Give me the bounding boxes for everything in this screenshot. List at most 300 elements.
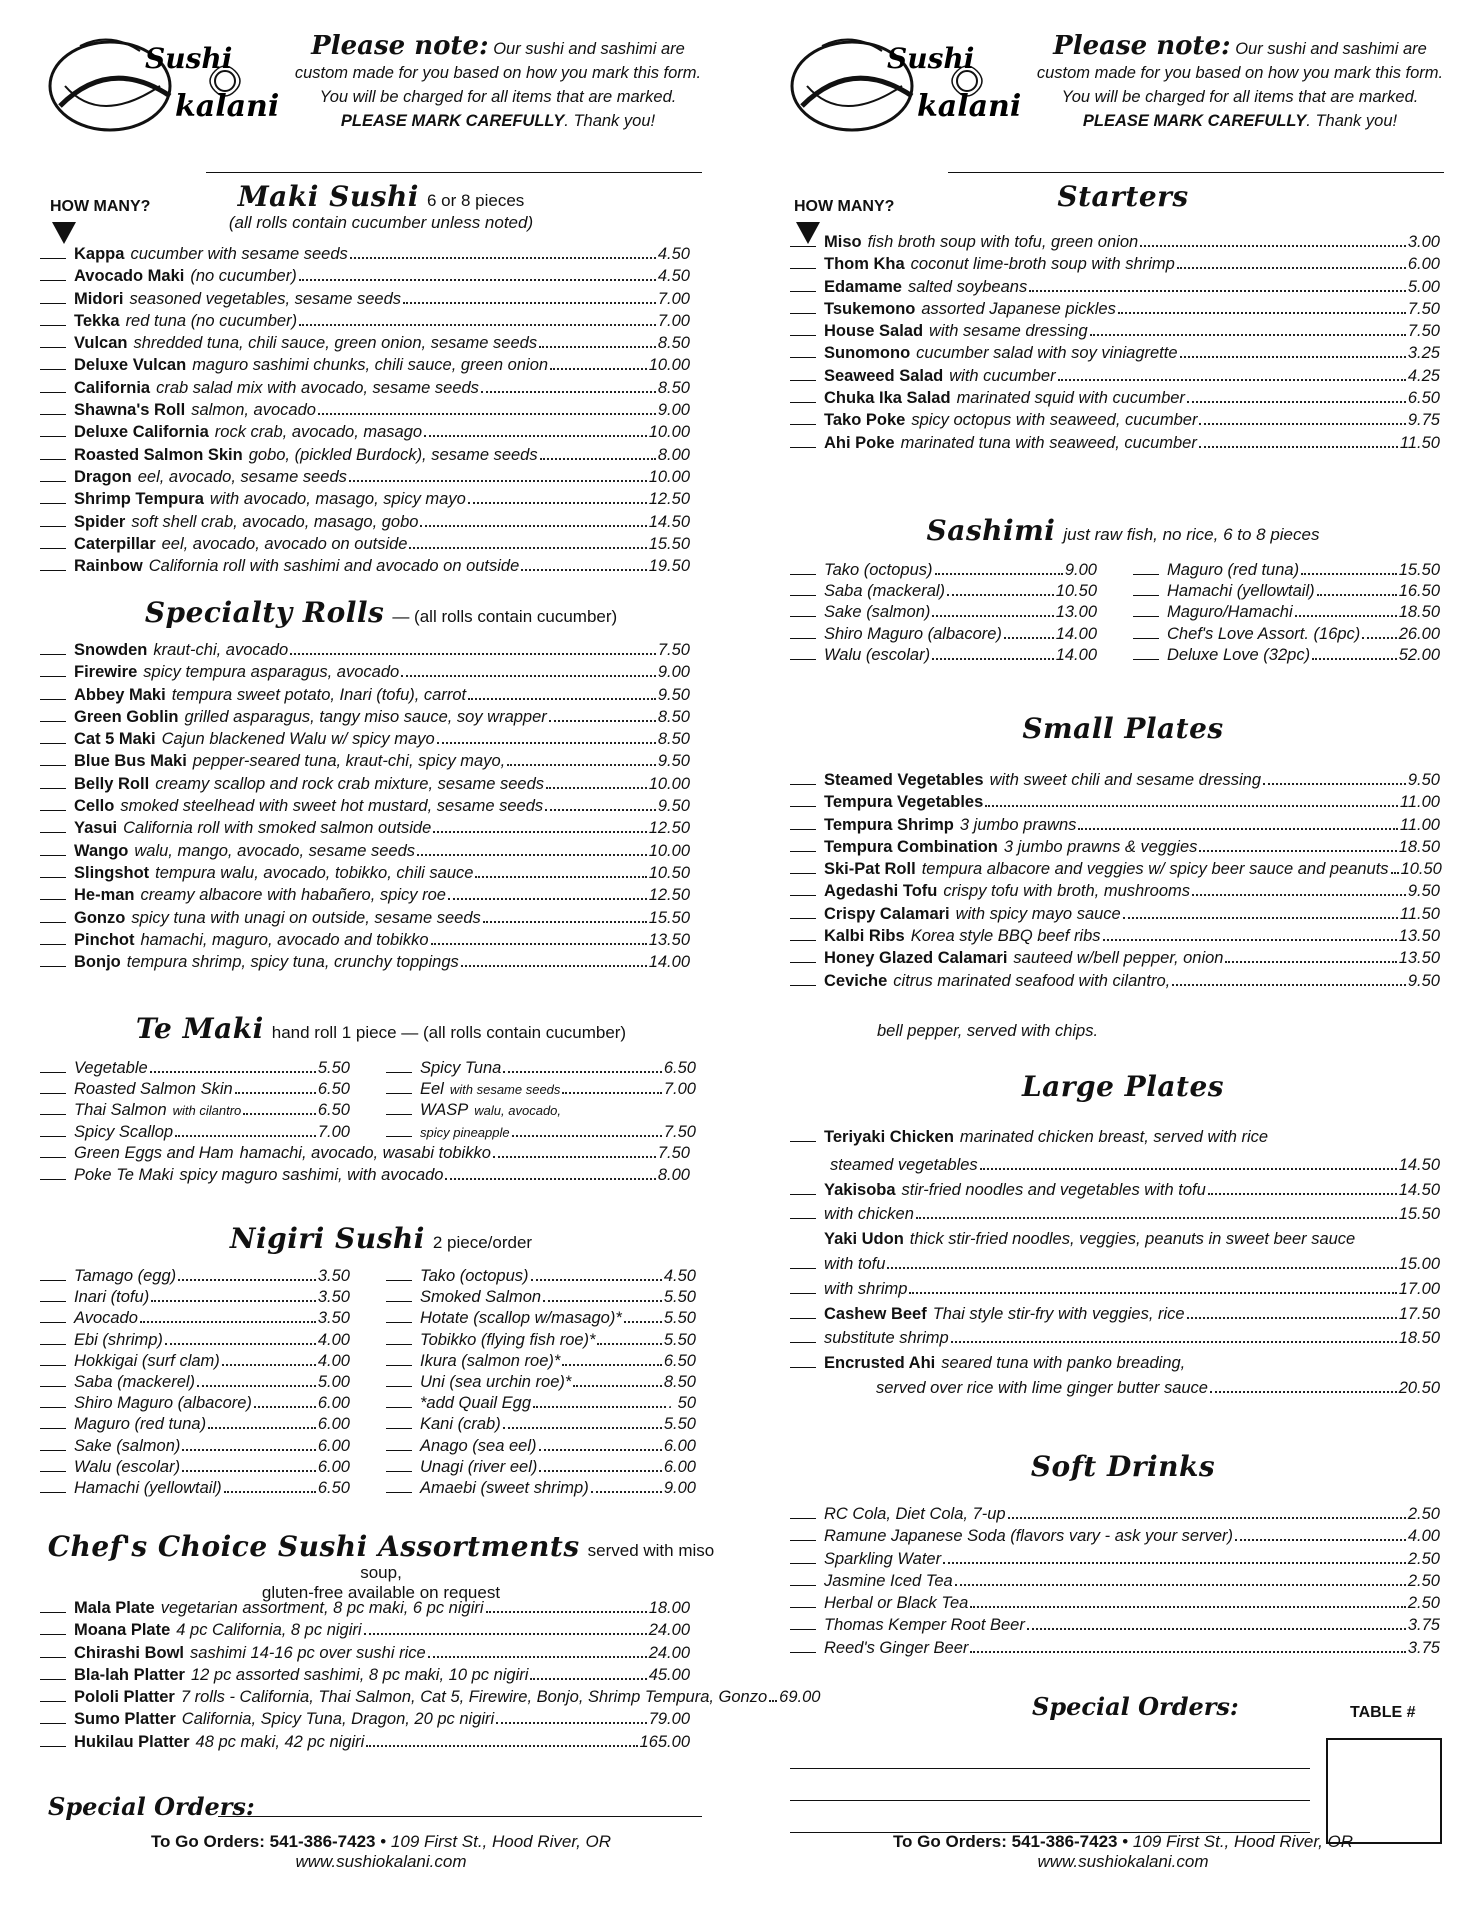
item-price: 15.50 bbox=[648, 534, 690, 553]
quantity-blank[interactable] bbox=[790, 232, 816, 247]
quantity-blank[interactable] bbox=[386, 1478, 412, 1493]
item-price: 15.50 bbox=[648, 908, 690, 927]
item-name: Wango bbox=[74, 841, 129, 860]
leader-dots bbox=[970, 1593, 1406, 1608]
leader-dots bbox=[165, 1330, 316, 1345]
quantity-blank[interactable] bbox=[40, 1457, 66, 1472]
quantity-blank[interactable] bbox=[790, 433, 816, 448]
quantity-blank[interactable] bbox=[40, 1436, 66, 1451]
leader-dots bbox=[475, 863, 646, 878]
leader-dots bbox=[299, 311, 656, 326]
quantity-blank[interactable] bbox=[790, 602, 816, 617]
item-price: 6.00 bbox=[317, 1436, 350, 1455]
item-name: Firewire bbox=[74, 663, 138, 682]
leader-dots bbox=[562, 1079, 661, 1094]
quantity-blank[interactable] bbox=[790, 1615, 816, 1630]
quantity-blank[interactable] bbox=[790, 1593, 816, 1608]
quantity-blank[interactable] bbox=[1133, 624, 1159, 639]
quantity-blank[interactable] bbox=[790, 410, 816, 425]
how-many-label: HOW MANY? bbox=[50, 198, 150, 244]
quantity-blank[interactable] bbox=[40, 751, 66, 766]
item-name: Edamame bbox=[824, 277, 902, 296]
item-price: 6.50 bbox=[663, 1351, 696, 1370]
leader-dots bbox=[318, 400, 656, 415]
quantity-blank[interactable] bbox=[790, 859, 816, 874]
item-description: spicy tempura asparagus, avocado bbox=[143, 663, 400, 682]
menu-item bbox=[790, 602, 1097, 623]
item-description: spicy maguro sashimi, with avocado bbox=[179, 1166, 444, 1185]
special-orders-line-1[interactable] bbox=[790, 1768, 1310, 1769]
leader-dots bbox=[1118, 299, 1406, 314]
menu-item bbox=[40, 1414, 350, 1435]
quantity-blank[interactable] bbox=[790, 1127, 816, 1142]
item-name: Smoked Salmon bbox=[420, 1288, 542, 1307]
quantity-blank[interactable] bbox=[40, 885, 66, 900]
leader-dots bbox=[980, 1155, 1397, 1170]
item-price: 6.00 bbox=[317, 1415, 350, 1434]
quantity-blank[interactable] bbox=[790, 1304, 816, 1319]
quantity-blank[interactable] bbox=[40, 1665, 66, 1680]
item-name: Kalbi Ribs bbox=[824, 927, 905, 946]
quantity-blank[interactable] bbox=[40, 1351, 66, 1366]
quantity-blank[interactable] bbox=[40, 534, 66, 549]
quantity-blank[interactable] bbox=[790, 1328, 816, 1343]
menu-item bbox=[790, 1638, 1440, 1660]
quantity-blank[interactable] bbox=[790, 560, 816, 575]
menu-item bbox=[790, 321, 1440, 343]
quantity-blank[interactable] bbox=[790, 815, 816, 830]
quantity-blank[interactable] bbox=[40, 1732, 66, 1747]
quantity-blank[interactable] bbox=[1133, 581, 1159, 596]
quantity-blank[interactable] bbox=[790, 770, 816, 785]
menu-item bbox=[40, 311, 690, 333]
quantity-blank[interactable] bbox=[40, 1620, 66, 1635]
item-description: with sweet chili and sesame dressing bbox=[989, 771, 1262, 789]
quantity-blank[interactable] bbox=[40, 1393, 66, 1408]
leader-dots bbox=[428, 1643, 647, 1658]
quantity-blank[interactable] bbox=[790, 254, 816, 269]
item-price: 7.50 bbox=[1407, 322, 1440, 341]
quantity-blank[interactable] bbox=[40, 289, 66, 304]
item-name: Hukilau Platter bbox=[74, 1732, 190, 1751]
item-description: hamachi, maguro, avocado and tobikko bbox=[140, 930, 429, 949]
leader-dots bbox=[1090, 321, 1406, 336]
item-name: Shiro Maguro (albacore) bbox=[74, 1394, 252, 1413]
item-price: 14.00 bbox=[1055, 624, 1097, 643]
menu-item bbox=[790, 1328, 1440, 1353]
quantity-blank[interactable] bbox=[790, 366, 816, 381]
leader-dots bbox=[1391, 859, 1399, 874]
item-description: seared tuna with panko breading, bbox=[941, 1354, 1186, 1373]
leader-dots bbox=[562, 1351, 662, 1366]
item-name: Tako (octopus) bbox=[420, 1267, 529, 1285]
sashimi-title: Sashimi just raw fish, no rice, 6 to 8 pieces bbox=[926, 514, 1320, 547]
leader-dots bbox=[222, 1351, 316, 1366]
item-price: 12.50 bbox=[648, 490, 690, 509]
quantity-blank[interactable] bbox=[790, 1549, 816, 1564]
quantity-blank[interactable] bbox=[40, 774, 66, 789]
quantity-blank[interactable] bbox=[790, 792, 816, 807]
quantity-blank[interactable] bbox=[386, 1351, 412, 1366]
special-orders-line-2[interactable] bbox=[790, 1800, 1310, 1801]
menu-item bbox=[40, 1436, 350, 1457]
quantity-blank[interactable] bbox=[40, 244, 66, 259]
item-name: Green Eggs and Ham bbox=[74, 1144, 234, 1162]
quantity-blank[interactable] bbox=[40, 1478, 66, 1493]
quantity-blank[interactable] bbox=[1133, 602, 1159, 617]
quantity-blank[interactable] bbox=[40, 707, 66, 722]
item-price: 6.00 bbox=[317, 1394, 350, 1413]
leader-dots bbox=[483, 908, 647, 923]
quantity-blank[interactable] bbox=[40, 930, 66, 945]
quantity-blank[interactable] bbox=[386, 1372, 412, 1387]
item-price: 9.50 bbox=[1407, 771, 1440, 789]
quantity-blank[interactable] bbox=[40, 1709, 66, 1724]
temaki-title: Te Maki hand roll 1 piece — (all rolls contain cucumber) bbox=[135, 1012, 627, 1045]
menu-item bbox=[40, 1665, 690, 1687]
item-name: Blue Bus Maki bbox=[74, 752, 187, 771]
quantity-blank[interactable] bbox=[790, 1254, 816, 1269]
leader-dots bbox=[1208, 1180, 1397, 1195]
quantity-blank[interactable] bbox=[790, 971, 816, 986]
leader-dots bbox=[486, 1598, 647, 1613]
item-price: 11.50 bbox=[1399, 433, 1440, 452]
sashimi-col-1 bbox=[790, 560, 1097, 666]
quantity-blank[interactable] bbox=[1133, 645, 1159, 660]
item-name: Chuka Ika Salad bbox=[824, 389, 951, 408]
item-name: Shiro Maguro (albacore) bbox=[824, 624, 1002, 643]
item-name: Saba (mackeral) bbox=[824, 582, 946, 601]
quantity-blank[interactable] bbox=[40, 400, 66, 415]
quantity-blank[interactable] bbox=[790, 624, 816, 639]
item-name: Uni (sea urchin roe)* bbox=[420, 1372, 572, 1391]
quantity-blank[interactable] bbox=[386, 1330, 412, 1345]
quantity-blank[interactable] bbox=[790, 645, 816, 660]
quantity-blank[interactable] bbox=[40, 796, 66, 811]
menu-item bbox=[40, 445, 690, 467]
maki-title: Maki Sushi 6 or 8 pieces (all rolls contain cucumber unless noted) bbox=[228, 180, 534, 232]
leader-dots bbox=[1225, 948, 1396, 963]
menu-item bbox=[790, 645, 1097, 666]
quantity-blank[interactable] bbox=[40, 1308, 66, 1323]
menu-item bbox=[790, 232, 1440, 254]
item-description: seasoned vegetables, sesame seeds bbox=[129, 289, 402, 308]
quantity-blank[interactable] bbox=[790, 321, 816, 336]
menu-item bbox=[40, 534, 690, 556]
quantity-blank[interactable] bbox=[40, 378, 66, 393]
item-price: 6.00 bbox=[663, 1436, 696, 1455]
item-description: marinated chicken breast, served with rice bbox=[959, 1128, 1269, 1146]
item-name: Amaebi (sweet shrimp) bbox=[420, 1478, 589, 1497]
item-price: 7.50 bbox=[663, 1122, 696, 1141]
quantity-blank[interactable] bbox=[790, 948, 816, 963]
menu-item bbox=[40, 930, 690, 952]
leader-dots bbox=[539, 333, 656, 348]
quantity-blank[interactable] bbox=[790, 1353, 816, 1368]
quantity-blank[interactable] bbox=[40, 266, 66, 281]
quantity-blank[interactable] bbox=[790, 299, 816, 314]
menu-item bbox=[40, 1266, 350, 1287]
quantity-blank[interactable] bbox=[40, 685, 66, 700]
quantity-blank[interactable] bbox=[40, 1687, 66, 1702]
item-name: Cat 5 Maki bbox=[74, 730, 156, 749]
item-price: 14.50 bbox=[648, 512, 690, 531]
item-price: 8.00 bbox=[657, 445, 690, 464]
item-name: WASP bbox=[420, 1101, 469, 1120]
leader-dots bbox=[887, 1254, 1396, 1269]
item-name: Tako (octopus) bbox=[824, 561, 933, 579]
item-price: 13.50 bbox=[1398, 949, 1440, 968]
item-description: coconut lime-broth soup with shrimp bbox=[910, 255, 1175, 274]
quantity-blank[interactable] bbox=[790, 1279, 816, 1294]
leader-dots bbox=[1312, 645, 1397, 660]
special-orders-line[interactable] bbox=[218, 1816, 702, 1817]
leader-dots bbox=[935, 560, 1063, 575]
quantity-blank[interactable] bbox=[40, 1122, 66, 1137]
quantity-blank[interactable] bbox=[790, 343, 816, 358]
nigiri-col-2 bbox=[386, 1266, 696, 1499]
item-name: Thai Salmon bbox=[74, 1101, 167, 1120]
quantity-blank[interactable] bbox=[40, 640, 66, 655]
leader-dots bbox=[1177, 254, 1406, 269]
item-name: Inari (tofu) bbox=[74, 1288, 150, 1307]
item-name: House Salad bbox=[824, 322, 924, 341]
quantity-blank[interactable] bbox=[386, 1308, 412, 1323]
quantity-blank[interactable] bbox=[386, 1100, 412, 1115]
menu-item bbox=[790, 433, 1440, 455]
item-price: 4.25 bbox=[1407, 366, 1440, 385]
leader-dots bbox=[175, 1122, 316, 1137]
quantity-blank[interactable] bbox=[40, 422, 66, 437]
item-name: Tekka bbox=[74, 311, 120, 330]
item-name: Hokkigai (surf clam) bbox=[74, 1351, 220, 1370]
leader-dots bbox=[1187, 388, 1406, 403]
leader-dots bbox=[366, 1732, 637, 1747]
quantity-blank[interactable] bbox=[40, 1058, 66, 1073]
quantity-blank[interactable] bbox=[790, 388, 816, 403]
leader-dots bbox=[512, 1122, 662, 1137]
item-price: 7.00 bbox=[317, 1122, 350, 1141]
menu-item bbox=[40, 489, 690, 511]
quantity-blank[interactable] bbox=[386, 1079, 412, 1094]
leader-dots bbox=[539, 1457, 662, 1472]
quantity-blank[interactable] bbox=[790, 926, 816, 941]
quantity-blank[interactable] bbox=[40, 729, 66, 744]
item-name: Thomas Kemper Root Beer bbox=[824, 1616, 1025, 1635]
temaki-col-2 bbox=[386, 1058, 696, 1143]
quantity-blank[interactable] bbox=[386, 1457, 412, 1472]
quantity-blank[interactable] bbox=[790, 1571, 816, 1586]
menu-item bbox=[790, 1155, 1440, 1180]
item-price: 11.00 bbox=[1399, 815, 1440, 834]
item-price: 18.50 bbox=[1398, 603, 1440, 622]
quantity-blank[interactable] bbox=[40, 818, 66, 833]
item-description: 48 pc maki, 42 pc nigiri bbox=[195, 1732, 365, 1751]
quantity-blank[interactable] bbox=[40, 1165, 66, 1180]
item-price: 4.50 bbox=[657, 245, 690, 263]
table-number-box[interactable] bbox=[1326, 1738, 1442, 1844]
quantity-blank[interactable] bbox=[40, 952, 66, 967]
leader-dots bbox=[1235, 1526, 1406, 1541]
menu-item bbox=[790, 1571, 1440, 1593]
how-many-label: HOW MANY? bbox=[794, 198, 894, 244]
item-price: 15.50 bbox=[1398, 1205, 1440, 1224]
leader-dots bbox=[151, 1287, 316, 1302]
item-name: Ski-Pat Roll bbox=[824, 860, 916, 879]
leader-dots bbox=[521, 556, 646, 571]
maki-list bbox=[40, 244, 690, 578]
menu-item bbox=[40, 467, 690, 489]
item-price: 13.00 bbox=[1055, 603, 1097, 622]
item-price: 2.50 bbox=[1407, 1594, 1440, 1613]
menu-item bbox=[40, 1709, 690, 1731]
item-description: marinated tuna with seaweed, cucumber bbox=[900, 433, 1197, 452]
quantity-blank[interactable] bbox=[40, 1598, 66, 1613]
item-description: assorted Japanese pickles bbox=[921, 299, 1116, 318]
item-description: with sesame dressing bbox=[929, 322, 1088, 341]
item-description: cucumber salad with soy viniagrette bbox=[916, 344, 1178, 363]
quantity-blank[interactable] bbox=[40, 1266, 66, 1281]
leader-dots bbox=[290, 640, 656, 655]
quantity-blank[interactable] bbox=[386, 1266, 412, 1281]
quantity-blank[interactable] bbox=[790, 1638, 816, 1653]
quantity-blank[interactable] bbox=[790, 1180, 816, 1195]
quantity-blank[interactable] bbox=[40, 467, 66, 482]
quantity-blank[interactable] bbox=[40, 489, 66, 504]
item-name: Kani (crab) bbox=[420, 1415, 501, 1434]
item-description: salted soybeans bbox=[907, 277, 1028, 296]
quantity-blank[interactable] bbox=[40, 1100, 66, 1115]
quantity-blank[interactable] bbox=[40, 1372, 66, 1387]
menu-item bbox=[40, 796, 690, 818]
leader-dots bbox=[1199, 837, 1396, 852]
footer: To Go Orders: 541-386-7423 • 109 First St., Hood River, OR www.sushiokalani.com bbox=[892, 1832, 1354, 1871]
quantity-blank[interactable] bbox=[790, 881, 816, 896]
quantity-blank[interactable] bbox=[40, 556, 66, 571]
leader-dots bbox=[1301, 560, 1397, 575]
quantity-blank[interactable] bbox=[40, 1079, 66, 1094]
item-description: with sesame seeds bbox=[449, 1082, 561, 1098]
item-price: 2.50 bbox=[1407, 1505, 1440, 1523]
leader-dots bbox=[299, 266, 656, 281]
quantity-blank[interactable] bbox=[386, 1058, 412, 1073]
item-name: Jasmine Iced Tea bbox=[824, 1571, 953, 1590]
item-description: smoked steelhead with sweet hot mustard, sesame seeds bbox=[120, 797, 544, 816]
item-price: 7.50 bbox=[1407, 299, 1440, 318]
item-name: Slingshot bbox=[74, 863, 150, 882]
quantity-blank[interactable] bbox=[790, 581, 816, 596]
special-orders-label: Special Orders: bbox=[1032, 1692, 1239, 1721]
item-description: sauteed w/bell pepper, onion bbox=[1013, 949, 1224, 968]
item-price: 3.50 bbox=[317, 1288, 350, 1307]
leader-dots bbox=[178, 1266, 316, 1281]
item-description: rock crab, avocado, masago bbox=[214, 423, 423, 442]
quantity-blank[interactable] bbox=[40, 355, 66, 370]
item-description: spicy tuna with unagi on outside, sesame seeds bbox=[131, 908, 481, 927]
quantity-blank[interactable] bbox=[40, 1143, 66, 1158]
quantity-blank[interactable] bbox=[40, 1287, 66, 1302]
menu-item bbox=[40, 1079, 350, 1100]
quantity-blank[interactable] bbox=[40, 662, 66, 677]
item-name: Tempura Combination bbox=[824, 837, 998, 856]
menu-item bbox=[40, 1308, 350, 1329]
menu-item bbox=[1133, 624, 1440, 645]
quantity-blank[interactable] bbox=[790, 277, 816, 292]
leader-dots bbox=[597, 1330, 661, 1345]
quantity-blank[interactable] bbox=[1133, 560, 1159, 575]
menu-item bbox=[386, 1457, 696, 1478]
item-name: Dragon bbox=[74, 467, 132, 486]
quantity-blank[interactable] bbox=[40, 1643, 66, 1658]
item-price: 5.50 bbox=[663, 1415, 696, 1434]
quantity-blank[interactable] bbox=[790, 1526, 816, 1541]
item-price: 18.50 bbox=[1398, 1329, 1440, 1348]
item-description: eel, avocado, sesame seeds bbox=[137, 467, 347, 486]
quantity-blank[interactable] bbox=[40, 333, 66, 348]
quantity-blank[interactable] bbox=[386, 1287, 412, 1302]
item-price: 20.50 bbox=[1398, 1378, 1440, 1397]
quantity-blank[interactable] bbox=[790, 1504, 816, 1519]
leader-dots bbox=[533, 1393, 666, 1408]
item-price: 6.50 bbox=[317, 1478, 350, 1497]
menu-item bbox=[40, 1478, 350, 1499]
leader-dots bbox=[531, 1266, 662, 1281]
item-name: Caterpillar bbox=[74, 534, 156, 553]
menu-item bbox=[386, 1372, 696, 1393]
quantity-blank[interactable] bbox=[40, 1414, 66, 1429]
menu-item bbox=[386, 1308, 696, 1329]
item-price: 6.00 bbox=[317, 1457, 350, 1476]
quantity-blank[interactable] bbox=[790, 837, 816, 852]
leader-dots bbox=[549, 707, 656, 722]
header-rule bbox=[948, 172, 1444, 173]
quantity-blank[interactable] bbox=[790, 1204, 816, 1219]
quantity-blank[interactable] bbox=[386, 1436, 412, 1451]
small-plates-title: Small Plates bbox=[1022, 712, 1224, 745]
item-price: 11.50 bbox=[1399, 904, 1440, 923]
item-description: California roll with smoked salmon outside bbox=[123, 819, 432, 838]
leader-dots bbox=[424, 422, 647, 437]
quantity-blank[interactable] bbox=[386, 1393, 412, 1408]
quantity-blank[interactable] bbox=[40, 512, 66, 527]
leader-dots bbox=[550, 355, 647, 370]
item-name: Ikura (salmon roe)* bbox=[420, 1351, 561, 1370]
quantity-blank[interactable] bbox=[40, 1330, 66, 1345]
quantity-blank[interactable] bbox=[40, 311, 66, 326]
quantity-blank[interactable] bbox=[40, 908, 66, 923]
menu-item bbox=[790, 1504, 1440, 1526]
quantity-blank[interactable] bbox=[40, 863, 66, 878]
leader-dots bbox=[546, 774, 647, 789]
item-price: 6.50 bbox=[663, 1059, 696, 1077]
quantity-blank[interactable] bbox=[790, 904, 816, 919]
nigiri-title: Nigiri Sushi 2 piece/order bbox=[229, 1222, 533, 1255]
quantity-blank[interactable] bbox=[386, 1414, 412, 1429]
menu-item bbox=[790, 859, 1440, 881]
menu-item bbox=[40, 333, 690, 355]
item-name: Abbey Maki bbox=[74, 685, 166, 704]
quantity-blank[interactable] bbox=[40, 445, 66, 460]
menu-item bbox=[1133, 560, 1440, 581]
item-name: Spicy Tuna bbox=[420, 1059, 502, 1077]
quantity-blank[interactable] bbox=[40, 841, 66, 856]
item-price: 9.50 bbox=[657, 685, 690, 704]
menu-item bbox=[790, 881, 1440, 903]
leader-dots bbox=[243, 1100, 316, 1115]
menu-item bbox=[1133, 645, 1440, 666]
leader-dots bbox=[493, 1143, 656, 1158]
quantity-blank[interactable] bbox=[386, 1122, 412, 1137]
